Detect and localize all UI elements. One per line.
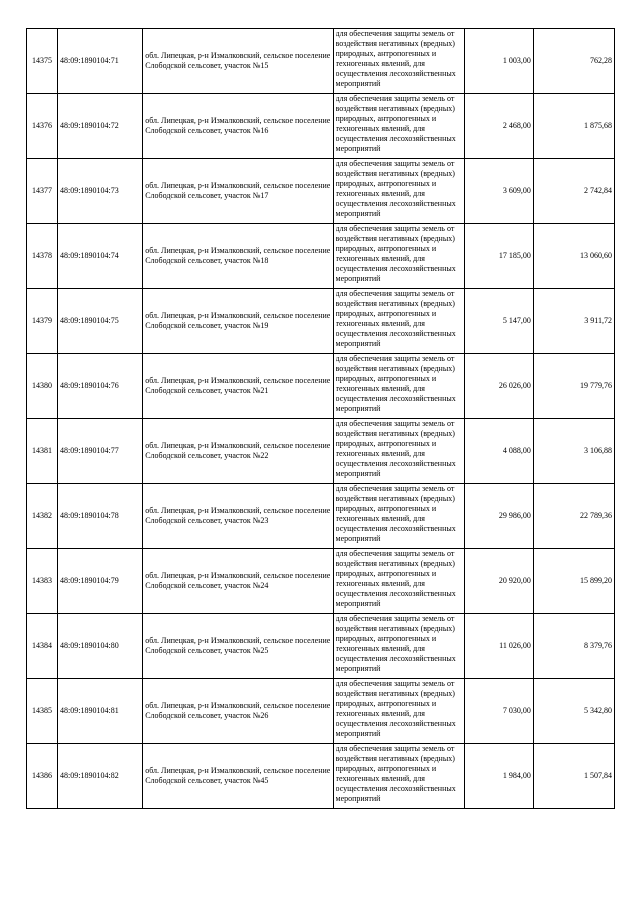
- permitted-use: [333, 484, 464, 549]
- plot-address: [143, 419, 333, 484]
- land-plots-table: [26, 28, 615, 809]
- plot-area: 26 026,00: [464, 354, 533, 419]
- cadastral-number: 48:09:1890104:78: [58, 484, 143, 549]
- table-row: [27, 29, 615, 94]
- row-number: 14381: [27, 419, 58, 484]
- cadastral-value: 3 106,88: [533, 419, 614, 484]
- permitted-use: [333, 354, 464, 419]
- cadastral-value: 22 789,36: [533, 484, 614, 549]
- cadastral-number: 48:09:1890104:75: [58, 289, 143, 354]
- plot-address: [143, 224, 333, 289]
- plot-address-text: обл. Липецкая, р-н Измалковский, сельское поселение Слободской сельсовет, участок №45: [145, 766, 331, 785]
- cadastral-number: 48:09:1890104:71: [58, 29, 143, 94]
- permitted-use: [333, 614, 464, 679]
- row-number: 14384: [27, 614, 58, 679]
- row-number: 14376: [27, 94, 58, 159]
- row-number: 14386: [27, 744, 58, 809]
- plot-address: [143, 484, 333, 549]
- permitted-use: [333, 679, 464, 744]
- cadastral-value: 762,28: [533, 29, 614, 94]
- row-number: 14379: [27, 289, 58, 354]
- plot-address: [143, 354, 333, 419]
- permitted-use-text: для обеспечения защиты земель от воздействия негативных (вредных) природных, антропогенных и техногенных явлений, для осуществления лесохозяйственных мероприятий: [335, 744, 456, 803]
- plot-address-text: обл. Липецкая, р-н Измалковский, сельское поселение Слободской сельсовет, участок №15: [145, 51, 331, 70]
- permitted-use: [333, 419, 464, 484]
- row-number: 14378: [27, 224, 58, 289]
- row-number: 14380: [27, 354, 58, 419]
- permitted-use-text: для обеспечения защиты земель от воздействия негативных (вредных) природных, антропогенных и техногенных явлений, для осуществления лесохозяйственных мероприятий: [335, 614, 456, 673]
- permitted-use-text: для обеспечения защиты земель от воздействия негативных (вредных) природных, антропогенных и техногенных явлений, для осуществления лесохозяйственных мероприятий: [335, 549, 456, 608]
- row-number: 14377: [27, 159, 58, 224]
- permitted-use-text: для обеспечения защиты земель от воздействия негативных (вредных) природных, антропогенных и техногенных явлений, для осуществления лесохозяйственных мероприятий: [335, 419, 456, 478]
- cadastral-number: 48:09:1890104:72: [58, 94, 143, 159]
- plot-address-text: обл. Липецкая, р-н Измалковский, сельское поселение Слободской сельсовет, участок №25: [145, 636, 331, 655]
- table-row: [27, 744, 615, 809]
- permitted-use: [333, 549, 464, 614]
- row-number: 14383: [27, 549, 58, 614]
- plot-address: [143, 549, 333, 614]
- plot-address-text: обл. Липецкая, р-н Измалковский, сельское поселение Слободской сельсовет, участок №17: [145, 181, 331, 200]
- permitted-use: [333, 289, 464, 354]
- row-number: 14375: [27, 29, 58, 94]
- cadastral-value: 3 911,72: [533, 289, 614, 354]
- plot-address-text: обл. Липецкая, р-н Измалковский, сельское поселение Слободской сельсовет, участок №24: [145, 571, 331, 590]
- cadastral-number: 48:09:1890104:74: [58, 224, 143, 289]
- cadastral-value: 1 875,68: [533, 94, 614, 159]
- row-number: 14385: [27, 679, 58, 744]
- cadastral-value: 2 742,84: [533, 159, 614, 224]
- plot-address-text: обл. Липецкая, р-н Измалковский, сельское поселение Слободской сельсовет, участок №22: [145, 441, 331, 460]
- plot-area: 1 003,00: [464, 29, 533, 94]
- permitted-use-text: для обеспечения защиты земель от воздействия негативных (вредных) природных, антропогенных и техногенных явлений, для осуществления лесохозяйственных мероприятий: [335, 29, 456, 88]
- plot-area: 17 185,00: [464, 224, 533, 289]
- table-row: [27, 94, 615, 159]
- plot-area: 29 986,00: [464, 484, 533, 549]
- plot-address: [143, 289, 333, 354]
- plot-address-text: обл. Липецкая, р-н Измалковский, сельское поселение Слободской сельсовет, участок №18: [145, 246, 331, 265]
- cadastral-number: 48:09:1890104:73: [58, 159, 143, 224]
- cadastral-value: 1 507,84: [533, 744, 614, 809]
- table-row: [27, 159, 615, 224]
- plot-area: 4 088,00: [464, 419, 533, 484]
- table-row: [27, 224, 615, 289]
- permitted-use-text: для обеспечения защиты земель от воздействия негативных (вредных) природных, антропогенных и техногенных явлений, для осуществления лесохозяйственных мероприятий: [335, 484, 456, 543]
- plot-address: [143, 679, 333, 744]
- plot-area: 2 468,00: [464, 94, 533, 159]
- plot-address: [143, 744, 333, 809]
- plot-address-text: обл. Липецкая, р-н Измалковский, сельское поселение Слободской сельсовет, участок №23: [145, 506, 331, 525]
- cadastral-value: 5 342,80: [533, 679, 614, 744]
- plot-address: [143, 614, 333, 679]
- plot-address-text: обл. Липецкая, р-н Измалковский, сельское поселение Слободской сельсовет, участок №26: [145, 701, 331, 720]
- plot-area: 11 026,00: [464, 614, 533, 679]
- row-number: 14382: [27, 484, 58, 549]
- cadastral-number: 48:09:1890104:80: [58, 614, 143, 679]
- permitted-use: [333, 94, 464, 159]
- permitted-use-text: для обеспечения защиты земель от воздействия негативных (вредных) природных, антропогенных и техногенных явлений, для осуществления лесохозяйственных мероприятий: [335, 159, 456, 218]
- permitted-use-text: для обеспечения защиты земель от воздействия негативных (вредных) природных, антропогенных и техногенных явлений, для осуществления лесохозяйственных мероприятий: [335, 289, 456, 348]
- permitted-use-text: для обеспечения защиты земель от воздействия негативных (вредных) природных, антропогенных и техногенных явлений, для осуществления лесохозяйственных мероприятий: [335, 94, 456, 153]
- land-plots-table-body: [27, 29, 615, 809]
- plot-address-text: обл. Липецкая, р-н Измалковский, сельское поселение Слободской сельсовет, участок №19: [145, 311, 331, 330]
- table-row: [27, 679, 615, 744]
- plot-area: 7 030,00: [464, 679, 533, 744]
- cadastral-value: 15 899,20: [533, 549, 614, 614]
- cadastral-number: 48:09:1890104:82: [58, 744, 143, 809]
- permitted-use: [333, 159, 464, 224]
- cadastral-value: 19 779,76: [533, 354, 614, 419]
- cadastral-number: 48:09:1890104:76: [58, 354, 143, 419]
- plot-address: [143, 159, 333, 224]
- cadastral-number: 48:09:1890104:81: [58, 679, 143, 744]
- permitted-use: [333, 744, 464, 809]
- cadastral-number: 48:09:1890104:79: [58, 549, 143, 614]
- plot-area: 5 147,00: [464, 289, 533, 354]
- plot-address-text: обл. Липецкая, р-н Измалковский, сельское поселение Слободской сельсовет, участок №21: [145, 376, 331, 395]
- table-row: [27, 614, 615, 679]
- table-row: [27, 354, 615, 419]
- cadastral-value: 13 060,60: [533, 224, 614, 289]
- permitted-use-text: для обеспечения защиты земель от воздействия негативных (вредных) природных, антропогенных и техногенных явлений, для осуществления лесохозяйственных мероприятий: [335, 354, 456, 413]
- cadastral-number: 48:09:1890104:77: [58, 419, 143, 484]
- permitted-use-text: для обеспечения защиты земель от воздействия негативных (вредных) природных, антропогенных и техногенных явлений, для осуществления лесохозяйственных мероприятий: [335, 224, 456, 283]
- plot-address: [143, 29, 333, 94]
- plot-address: [143, 94, 333, 159]
- table-row: [27, 549, 615, 614]
- plot-area: 1 984,00: [464, 744, 533, 809]
- table-row: [27, 419, 615, 484]
- cadastral-value: 8 379,76: [533, 614, 614, 679]
- plot-area: 3 609,00: [464, 159, 533, 224]
- permitted-use: [333, 29, 464, 94]
- table-row: [27, 289, 615, 354]
- permitted-use-text: для обеспечения защиты земель от воздействия негативных (вредных) природных, антропогенных и техногенных явлений, для осуществления лесохозяйственных мероприятий: [335, 679, 456, 738]
- plot-area: 20 920,00: [464, 549, 533, 614]
- plot-address-text: обл. Липецкая, р-н Измалковский, сельское поселение Слободской сельсовет, участок №16: [145, 116, 331, 135]
- permitted-use: [333, 224, 464, 289]
- table-row: [27, 484, 615, 549]
